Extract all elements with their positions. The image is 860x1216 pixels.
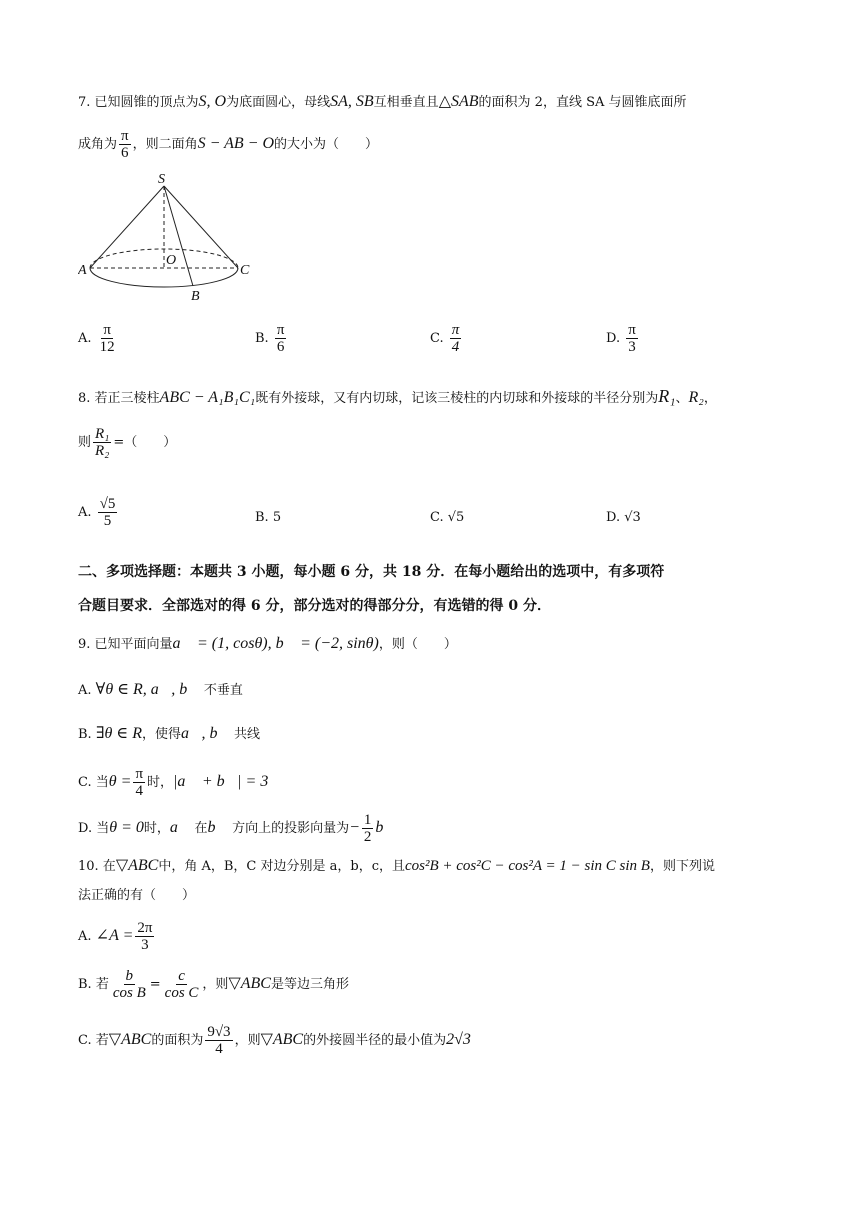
q7-angle-fraction: $\frac{\pi}{6}$ — [121, 128, 129, 161]
q9-option-b[interactable]: B. ∃θ ∈ R，使得a⃗, b⃗ 共线 — [78, 725, 261, 742]
q8-stem-line1: 8. 若正三棱柱ABC − A₁B₁C₁既有外接球，又有内切球，记该三棱柱的内切球和外接球的半径分别为R₁、R₂， — [78, 386, 717, 406]
label-a: A — [78, 263, 87, 278]
q8-option-a[interactable]: A. $\frac{√5}{5}$ — [78, 496, 116, 529]
q9-option-a[interactable]: A. ∀θ ∈ R, a⃗, b⃗ 不垂直 — [78, 681, 243, 698]
label-b: B — [191, 289, 200, 304]
label-o: O — [166, 253, 177, 268]
q9-option-d[interactable]: D. 当θ = 0时，a⃗ 在b⃗ 方向上的投影向量为− $\frac{1}{2}$ b⃗ — [78, 812, 396, 845]
label-c: C — [240, 263, 250, 278]
q7-stem-line1: 7. 已知圆锥的顶点为S, O为底面圆心，母线SA, SB互相垂直且△SAB的面积为 2，直线 SA 与圆锥底面所 — [78, 93, 687, 110]
q10-stem-line1: 10. 在▽ABC中，角 A，B，C 对边分别是 a，b，c，且cos²B + cos²C − cos²A = 1 − sin C sin B，则下列说 — [78, 857, 715, 874]
cone-figure — [78, 168, 268, 308]
q8-stem-line2: 则 $\frac{\text{R₁}}{\text{R₂}}$ =（ ） — [78, 426, 177, 459]
q7-option-a[interactable]: A. $\frac{\pi}{12}$ — [78, 322, 115, 355]
q10-option-c[interactable]: C. 若▽ABC的面积为 $\frac{9√3}{4}$ ，则▽ABC的外接圆半径的最小值为2√3 — [78, 1024, 471, 1057]
q10-option-b[interactable]: B. 若 $\frac{b}{\text{cos B}}$ = $\frac{c}{\text{cos C}}$ ，则▽ABC是等边三角形 — [78, 968, 349, 1001]
q8-option-c[interactable]: C. √5 — [430, 510, 465, 525]
q9-stem: 9. 已知平面向量a⃗ = (1, cosθ), b⃗ = (−2, sinθ)，则（ ） — [78, 635, 457, 652]
q7-stem-line2: 成角为 $\frac{\pi}{6}$ ，则二面角S − AB − O的大小为（ ） — [78, 128, 379, 161]
section-heading-line1: 二、多项选择题：本题共 3 小题，每小题 6 分，共 18 分．在每小题给出的选项中，有多项符 — [78, 564, 665, 580]
q10-stem-line2: 法正确的有（ ） — [78, 888, 196, 903]
section-heading-line2: 合题目要求．全部选对的得 6 分，部分选对的得部分分，有选错的得 0 分． — [78, 598, 551, 614]
q7-option-b[interactable]: B. $\frac{\pi}{6}$ — [255, 322, 285, 355]
q10-option-a[interactable]: A. ∠A = $\frac{2\pi}{3}$ — [78, 920, 153, 953]
q9-option-c[interactable]: C. 当θ = $\frac{\pi}{4}$ 时，|a⃗ + b⃗| = 3 — [78, 766, 269, 799]
label-s: S — [158, 172, 165, 187]
q8-option-d[interactable]: D. √3 — [606, 510, 641, 525]
q8-option-b[interactable]: B. 5 — [255, 510, 282, 525]
q7-option-d[interactable]: D. $\frac{\pi}{3}$ — [606, 322, 636, 355]
q7-option-c[interactable]: C. $\frac{\pi}{4}$ — [430, 322, 460, 355]
